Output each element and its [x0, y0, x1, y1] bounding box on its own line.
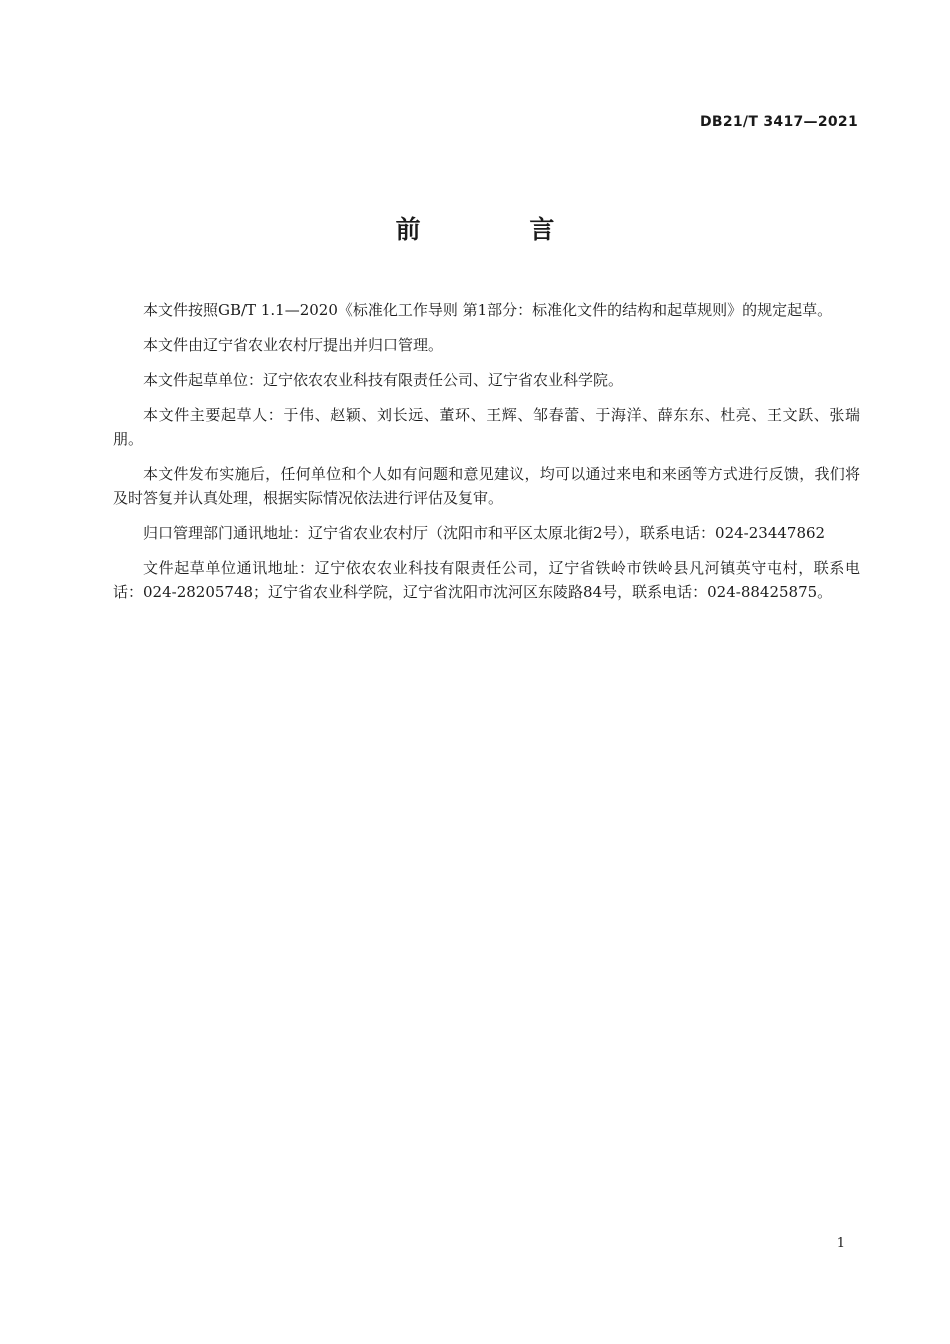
page-title: 前 言	[395, 215, 605, 244]
paragraph-admin-address: 归口管理部门通讯地址：辽宁省农业农村厅（沈阳市和平区太原北街2号），联系电话：024-23447862	[143, 524, 826, 542]
paragraph-drafter-address: 文件起草单位通讯地址：辽宁依农农业科技有限责任公司，辽宁省铁岭市铁岭县凡河镇英守屯村，联系电话：024-28205748；辽宁省农业科学院，辽宁省沈阳市沈河区东陵路84号，联系电话：024-88425875。	[113, 559, 860, 601]
paragraph-drafters: 本文件主要起草人：于伟、赵颖、刘长远、董环、王辉、邹春蕾、于海洋、薛东东、杜亮、王文跃、张瑞朋。	[113, 406, 860, 448]
paragraph-drafting-rules: 本文件按照GB/T 1.1—2020《标准化工作导则 第1部分：标准化文件的结构和起草规则》的规定起草。	[143, 301, 833, 319]
foreword-body	[113, 298, 860, 615]
document-code: DB21/T 3417—2021	[699, 114, 858, 130]
page-number: 1	[836, 1236, 845, 1251]
paragraph-proposer: 本文件由辽宁省农业农村厅提出并归口管理。	[143, 336, 444, 354]
paragraph-drafting-units: 本文件起草单位：辽宁依农农业科技有限责任公司、辽宁省农业科学院。	[143, 371, 624, 389]
paragraph-feedback: 本文件发布实施后，任何单位和个人如有问题和意见建议，均可以通过来电和来函等方式进行反馈，我们将及时答复并认真处理，根据实际情况依法进行评估及复审。	[113, 465, 860, 507]
